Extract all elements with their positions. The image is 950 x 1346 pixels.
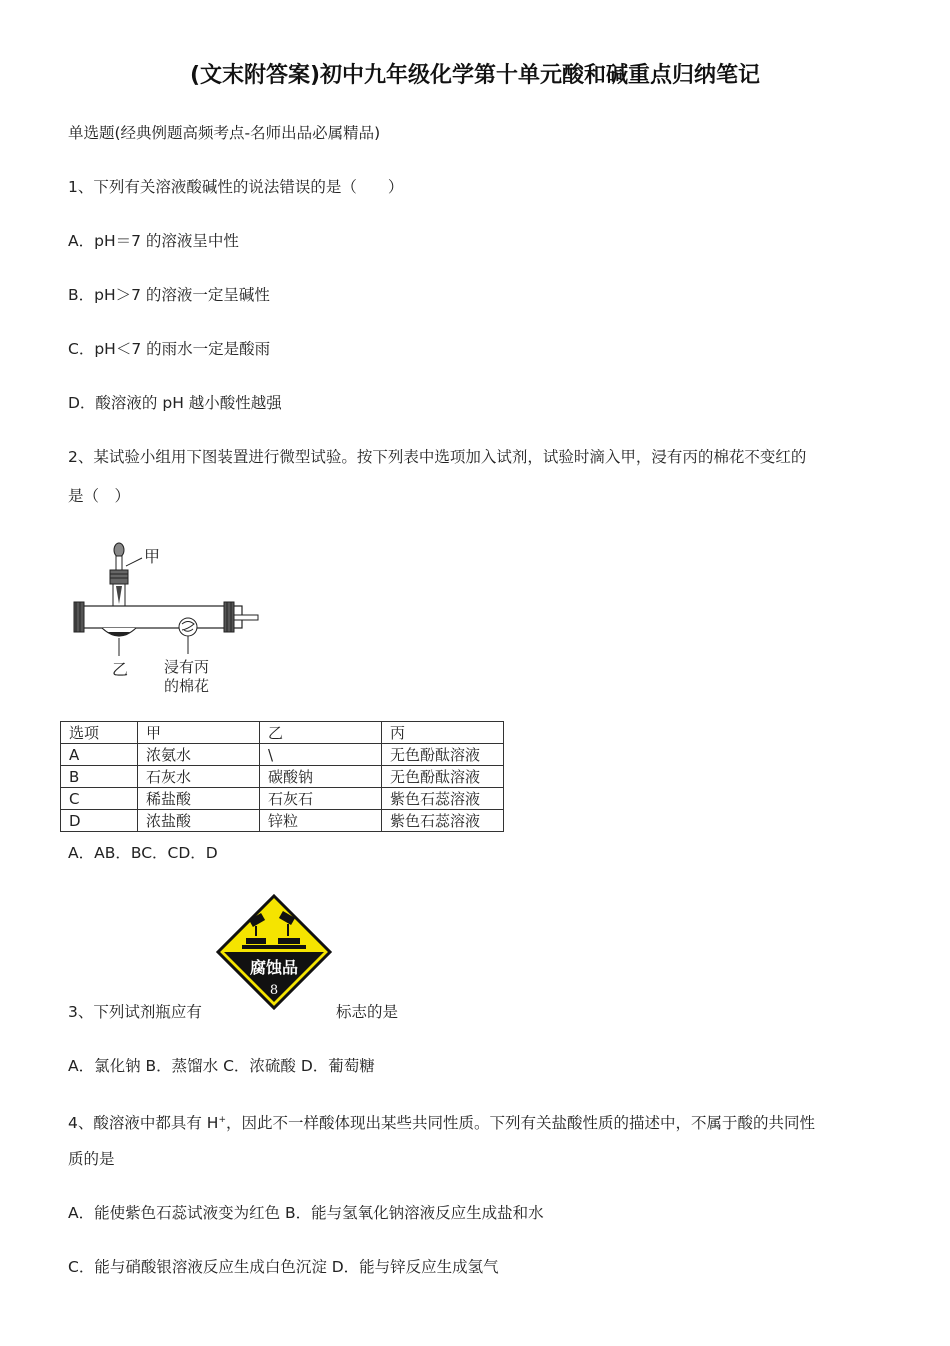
q2-options: A．AB．BC．CD．D <box>68 844 218 862</box>
table-header-row <box>61 722 504 744</box>
q1-option-d: D．酸溶液的 pH 越小酸性越强 <box>68 394 282 412</box>
q3-stem-before: 3、下列试剂瓶应有 <box>68 1003 202 1021</box>
table-cell: \ <box>260 744 382 766</box>
q4-options-cd: C．能与硝酸银溶液反应生成白色沉淀 D．能与锌反应生成氢气 <box>68 1258 499 1276</box>
table-cell: C <box>61 788 138 810</box>
q4-stem-superscript: + <box>218 1115 226 1125</box>
label-cotton-1: 浸有丙 <box>164 658 210 676</box>
apparatus-figure <box>68 538 268 703</box>
q1-option-a: A．pH＝7 的溶液呈中性 <box>68 232 239 250</box>
table-cell: 石灰石 <box>260 788 382 810</box>
table-header-cell: 选项 <box>61 722 138 744</box>
table-cell: 锌粒 <box>260 810 382 832</box>
table-cell: 浓盐酸 <box>138 810 260 832</box>
table-cell: 无色酚酞溶液 <box>382 766 504 788</box>
q4-stem-part-b: ，因此不一样酸体现出某些共同性质。下列有关盐酸性质的描述中，不属于酸的共同性 <box>226 1114 816 1133</box>
table-cell: 石灰水 <box>138 766 260 788</box>
q2-stem-line1: 2、某试验小组用下图装置进行微型试验。按下列表中选项加入试剂，试验时滴入甲，浸有丙的棉花不变红的 <box>68 448 807 466</box>
options-table <box>60 721 504 832</box>
q3-options: A．氯化钠 B．蒸馏水 C．浓硫酸 D．葡萄糖 <box>68 1057 375 1075</box>
q2-stem-line2: 是（ ） <box>68 487 131 505</box>
corrosive-hazard-icon <box>216 894 332 1010</box>
q4-stem-part-a: 4、酸溶液中都具有 H <box>68 1114 219 1133</box>
table-row <box>61 810 504 832</box>
table-row <box>61 788 504 810</box>
table-cell: 紫色石蕊溶液 <box>382 810 504 832</box>
table-row <box>61 766 504 788</box>
label-yi: 乙 <box>112 660 129 679</box>
q1-option-c: C．pH＜7 的雨水一定是酸雨 <box>68 340 271 358</box>
table-cell: 碳酸钠 <box>260 766 382 788</box>
q3-stem-after: 标志的是 <box>336 1003 399 1021</box>
table-cell: D <box>61 810 138 832</box>
q4-stem-line1 <box>68 1109 815 1134</box>
badge-number: 8 <box>269 983 279 998</box>
table-header-cell: 甲 <box>138 722 260 744</box>
table-row <box>61 744 504 766</box>
table-cell: B <box>61 766 138 788</box>
table-cell: 浓氨水 <box>138 744 260 766</box>
table-cell: 紫色石蕊溶液 <box>382 788 504 810</box>
table-header-cell: 丙 <box>382 722 504 744</box>
page-title: (文末附答案)初中九年级化学第十单元酸和碱重点归纳笔记 <box>189 63 761 88</box>
badge-text: 腐蚀品 <box>249 958 299 977</box>
q1-option-b: B．pH＞7 的溶液一定呈碱性 <box>68 286 270 304</box>
label-jia: 甲 <box>144 547 161 566</box>
section-heading: 单选题(经典例题高频考点-名师出品必属精品) <box>68 124 381 142</box>
table-header-cell: 乙 <box>260 722 382 744</box>
label-cotton-2: 的棉花 <box>164 677 210 695</box>
q1-stem: 1、下列有关溶液酸碱性的说法错误的是（ ） <box>68 178 404 196</box>
table-cell: 无色酚酞溶液 <box>382 744 504 766</box>
table-cell: A <box>61 744 138 766</box>
table-cell: 稀盐酸 <box>138 788 260 810</box>
q4-options-ab: A．能使紫色石蕊试液变为红色 B．能与氢氧化钠溶液反应生成盐和水 <box>68 1204 544 1222</box>
q4-stem-line2: 质的是 <box>68 1150 115 1168</box>
